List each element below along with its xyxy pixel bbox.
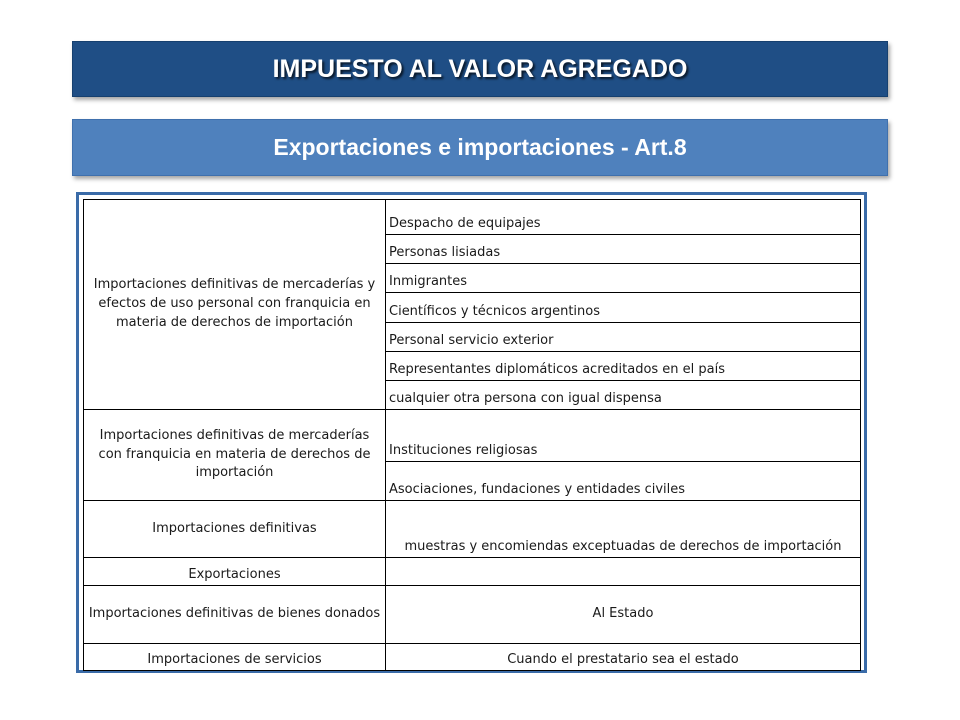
table-cell-item: Representantes diplomáticos acreditados en el país xyxy=(386,352,861,381)
main-title: IMPUESTO AL VALOR AGREGADO xyxy=(272,54,688,83)
table-cell-item: Despacho de equipajes xyxy=(386,200,861,235)
table-row xyxy=(84,410,861,462)
table-row xyxy=(84,200,861,235)
main-title-banner xyxy=(72,41,888,97)
table-cell-item: Asociaciones, fundaciones y entidades civiles xyxy=(386,462,861,501)
subtitle: Exportaciones e importaciones - Art.8 xyxy=(273,134,687,160)
table-row xyxy=(84,501,861,558)
table-cell-item xyxy=(386,558,861,586)
table-cell-item: cualquier otra persona con igual dispensa xyxy=(386,381,861,410)
table-row xyxy=(84,586,861,644)
subtitle-banner xyxy=(72,119,888,176)
table-cell-category: Exportaciones xyxy=(84,558,386,586)
table-cell-item: muestras y encomiendas exceptuadas de derechos de importación xyxy=(386,501,861,558)
table-row xyxy=(84,644,861,671)
table-row xyxy=(84,558,861,586)
table-cell-category: Importaciones definitivas de mercaderías con franquicia en materia de derechos de importación xyxy=(84,410,386,501)
table-cell-category: Importaciones definitivas de bienes donados xyxy=(84,586,386,644)
table-cell-item: Personas lisiadas xyxy=(386,235,861,264)
table-cell-item: Personal servicio exterior xyxy=(386,323,861,352)
table-cell-item: Inmigrantes xyxy=(386,264,861,293)
table-cell-item: Al Estado xyxy=(386,586,861,644)
exemptions-table xyxy=(83,199,861,671)
table-cell-item: Científicos y técnicos argentinos xyxy=(386,293,861,323)
exemptions-table-frame xyxy=(76,192,867,673)
table-cell-category: Importaciones de servicios xyxy=(84,644,386,671)
table-cell-category: Importaciones definitivas de mercaderías y efectos de uso personal con franquicia en materia de derechos de importación xyxy=(84,200,386,410)
table-cell-item: Cuando el prestatario sea el estado xyxy=(386,644,861,671)
table-cell-item: Instituciones religiosas xyxy=(386,410,861,462)
table-cell-category: Importaciones definitivas xyxy=(84,501,386,558)
